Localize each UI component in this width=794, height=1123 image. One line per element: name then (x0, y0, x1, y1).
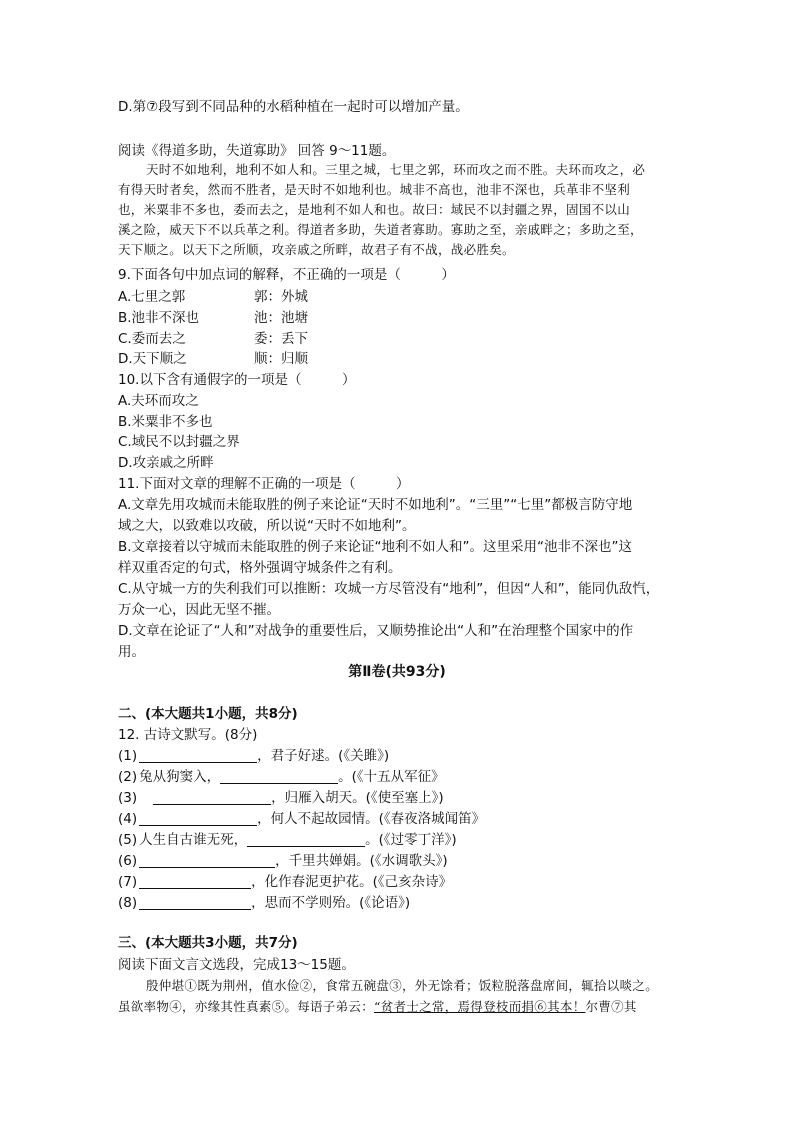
given-text: 兔从狗窦入， (139, 769, 221, 785)
answer-blank[interactable] (139, 873, 251, 889)
dictation-item (118, 830, 457, 850)
q9-option-c: C.委而去之 委：丢下 (118, 331, 308, 347)
q8-option-d: D.第⑦段写到不同品种的水稻种植在一起时可以增加产量。 (118, 99, 469, 115)
q10-option-d: D.攻亲戚之所畔 (118, 455, 214, 471)
given-text: ，归雁入胡天。(《使至塞上》) (271, 790, 444, 806)
q9-option-b: B.池非不深也 池：池塘 (118, 310, 308, 326)
passage-line: 天下顺之。以天下之所顺，攻亲戚之所畔，故君子有不战，战必胜矣。 (118, 242, 515, 257)
q10-option-c: C.域民不以封疆之界 (118, 434, 240, 450)
q11-line: B.文章接着以守城而未能取胜的例子来论证“地利不如人和”。这里采用“池非不深也”这 (118, 539, 633, 555)
passage-intro: 阅读《得道多助，失道寡助》 回答 9～11题。 (118, 143, 396, 159)
answer-blank[interactable] (139, 810, 257, 826)
dictation-item (118, 872, 452, 892)
q10-option-a: A.夫环而攻之 (118, 393, 199, 409)
q11-line: C.从守城一方的失利我们可以推断：攻城一方尽管没有“地利”，但因“人和”，能同仇敌忾， (118, 581, 660, 597)
answer-blank[interactable] (153, 789, 271, 805)
given-text: 人生自古谁无死， (139, 832, 248, 848)
dictation-item (118, 746, 389, 766)
dictation-item (118, 788, 444, 808)
section3-heading: 三、(本大题共3小题，共7分) (118, 935, 298, 951)
q11-line: 用。 (118, 644, 145, 660)
classical-line: 虽欲率物④，亦缘其性真素⑤。每语子弟云：“贫者士之常，焉得登枝而捐⑥其本！尔曹⑦其 (118, 999, 637, 1014)
item-number: (2) (118, 769, 138, 785)
part2-title: 第Ⅱ卷(共93分) (348, 664, 446, 680)
passage-line: 有得天时者矣，然而不胜者，是天时不如地利也。城非不高也，池非不深也，兵革非不坚利 (118, 182, 631, 197)
answer-blank[interactable] (139, 747, 257, 763)
q9-option-d: D.天下顺之 顺：归顺 (118, 351, 308, 367)
item-number: (1) (118, 748, 138, 764)
q9-stem: 9.下面各句中加点词的解释，不正确的一项是（ ） (118, 267, 455, 283)
underlined-sentence: “贫者士之常，焉得登枝而捐⑥其本！ (374, 999, 586, 1014)
answer-blank[interactable] (139, 894, 251, 910)
classical-line: 殷仲堪①既为荆州，值水俭②，食常五碗盘③，外无馀肴；饭粒脱落盘席间，辄拾以啖之。 (146, 978, 659, 993)
given-text: ，何人不起故园情。(《春夜洛城闻笛》 (257, 811, 486, 827)
item-number: (8) (118, 895, 138, 911)
item-number: (4) (118, 811, 138, 827)
given-text: ，千里共婵娟。(《水调歌头》) (275, 853, 448, 869)
item-number: (5) (118, 832, 138, 848)
q11-stem: 11.下面对文章的理解不正确的一项是（ ） (118, 476, 410, 492)
q12-stem: 12. 古诗文默写。(8分) (118, 727, 258, 743)
given-text: ，思而不学则殆。(《论语》) (251, 895, 411, 911)
given-text: 。(《过零丁洋》) (365, 832, 457, 848)
answer-blank[interactable] (220, 768, 338, 784)
given-text: ，君子好逑。(《关雎》) (257, 748, 390, 764)
passage-line: 溪之险，威天下不以兵革之利。得道者多助，失道者寡助。寡助之至，亲戚畔之；多助之至， (118, 222, 643, 237)
q11-line: 域之大，以致难以攻破，所以说“天时不如地利”。 (118, 518, 416, 534)
q10-option-b: B.米粟非不多也 (118, 414, 213, 430)
q9-option-a: A.七里之郭 郭：外城 (118, 289, 308, 305)
dictation-item (118, 809, 485, 829)
dictation-item (118, 893, 410, 913)
passage-line: 也，米粟非不多也，委而去之，是地利不如人和也。故曰：域民不以封疆之界，固国不以山 (118, 202, 631, 217)
item-number: (6) (118, 853, 138, 869)
q11-line: 万众一心，因此无坚不摧。 (118, 602, 280, 618)
q10-stem: 10.以下含有通假字的一项是（ ） (118, 372, 356, 388)
q11-line: 样双重否定的句式，格外强调守城条件之有利。 (118, 560, 402, 576)
dictation-item (118, 851, 448, 871)
q11-line: A.文章先用攻城而未能取胜的例子来论证“天时不如地利”。“三里”“七里”都极言防守地 (118, 497, 633, 513)
passage-line: 天时不如地利，地利不如人和。三里之城，七里之郭，环而攻之而不胜。夫环而攻之，必 (146, 162, 646, 177)
answer-blank[interactable] (247, 831, 365, 847)
given-text: ，化作春泥更护花。(《己亥杂诗》 (251, 874, 453, 890)
item-number: (3) (118, 790, 138, 806)
q11-line: D.文章在论证了“人和”对战争的重要性后，又顺势推论出“人和”在治理整个国家中的作 (118, 623, 634, 639)
dictation-item (118, 767, 445, 787)
given-text: 。(《十五从军征》 (338, 769, 445, 785)
section2-heading: 二、(本大题共1小题，共8分) (118, 706, 298, 722)
section3-intro: 阅读下面文言文选段，完成13～15题。 (118, 957, 355, 973)
item-number: (7) (118, 874, 138, 890)
answer-blank[interactable] (139, 852, 275, 868)
